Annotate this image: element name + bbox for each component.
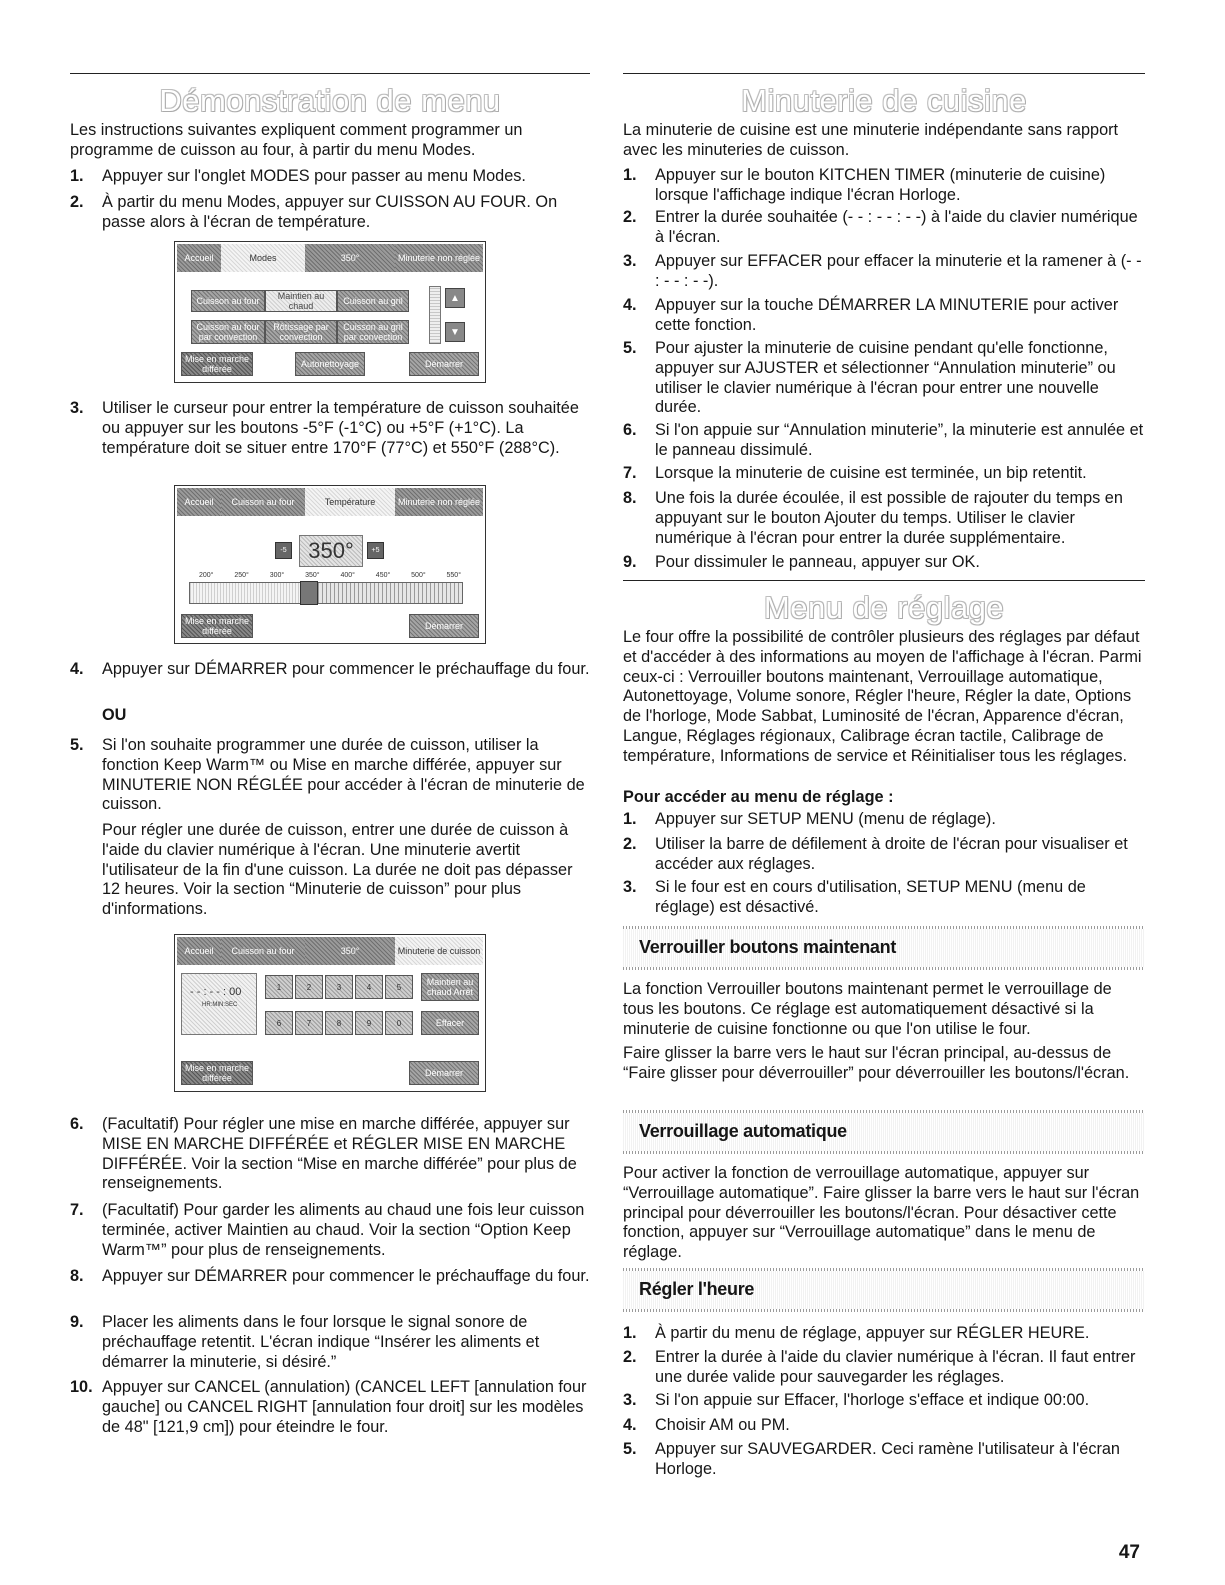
- list-text: (Facultatif) Pour garder les aliments au chaud une fois leur cuisson terminée, activer Maintien au chaud. Voir la section “Option Keep Warm™” pour plus de renseignements.: [102, 1201, 585, 1259]
- list-text: Utiliser le curseur pour entrer la température de cuisson souhaitée ou appuyer sur les boutons -5°F (-1°C) ou +5°F (+1°C). La température doit se situer entre 170°F (77°C) et 550°F (288°C).: [102, 399, 579, 457]
- paragraph: La fonction Verrouiller boutons maintenant permet le verrouillage de tous les boutons. Ce réglage est automatiquement désactivé si la minuterie de cuisine fonctionne ou que l'on utilise le four.: [623, 980, 1112, 1038]
- dotted-rule: [623, 967, 1145, 970]
- list-text: Appuyer sur DÉMARRER pour commencer le préchauffage du four.: [102, 1267, 590, 1285]
- list-number: 5.: [623, 1440, 637, 1458]
- keypad-key: 2: [295, 975, 323, 999]
- keypad-key: 1: [265, 975, 293, 999]
- list-text: Appuyer sur EFFACER pour effacer la minuterie et la ramener à (- - : - - : - -).: [655, 252, 1142, 290]
- list-text: Si l'on souhaite programmer une durée de cuisson, utiliser la fonction Keep Warm™ ou Mise en marche différée, appuyer sur MINUTERIE NON RÉGLÉE pour accéder à l'écran de minuterie de cuisson.: [102, 736, 585, 814]
- list-text: Appuyer sur l'onglet MODES pour passer au menu Modes.: [102, 167, 526, 185]
- scale-tick-label: 500°: [411, 572, 426, 579]
- subsection-title: Verrouiller boutons maintenant: [639, 937, 897, 957]
- list-text: Pour ajuster la minuterie de cuisine pendant qu'elle fonctionne, appuyer sur AJUSTER et sélectionner “Annulation minuterie” ou utiliser le clavier numérique à l'écran pour entrer une nouvelle durée.: [655, 339, 1116, 417]
- scale-tick-label: 350°: [305, 572, 320, 579]
- keypad-key: 4: [355, 975, 383, 999]
- section-rule: [70, 73, 590, 74]
- list-number: 1.: [623, 810, 637, 828]
- list-text: Placer les aliments dans le four lorsque le signal sonore de préchauffage retentit. L'écran indique “Insérer les aliments et démarrer la minuterie, si désiré.”: [102, 1313, 540, 1371]
- mode-button: Cuisson au gril par convection: [337, 320, 409, 344]
- list-text: Une fois la durée écoulée, il est possible de rajouter du temps en appuyant sur le bouton Ajouter du temps. Utiliser le clavier numérique à l'écran pour entrer la durée supplémentaire.: [655, 489, 1123, 547]
- list-number: 2.: [623, 1348, 637, 1366]
- keypad-key: 3: [325, 975, 353, 999]
- modes-screen-image: [174, 241, 486, 383]
- time-value: - - : - - : 00: [190, 986, 242, 998]
- tab-bake: Cuisson au four: [221, 937, 305, 965]
- scroll-down-icon: ▼: [445, 322, 465, 342]
- list-text: À partir du menu Modes, appuyer sur CUISSON AU FOUR. On passe alors à l'écran de température.: [102, 193, 558, 231]
- list-text: Si l'on appuie sur Effacer, l'horloge s'efface et indique 00:00.: [655, 1391, 1090, 1409]
- list-number: 2.: [623, 835, 637, 853]
- clear-button: Effacer: [421, 1011, 479, 1035]
- mode-button: Rôtissage par convection: [265, 320, 337, 344]
- scale-tick-label: 200°: [199, 572, 214, 579]
- dotted-rule: [623, 926, 1145, 929]
- scroll-up-icon: ▲: [445, 288, 465, 308]
- subsection-header: [623, 1268, 1145, 1312]
- list-number: 7.: [623, 464, 637, 482]
- dotted-rule: [623, 1309, 1145, 1312]
- keep-warm-button: Maintien au chaud Arrêt: [421, 973, 479, 1001]
- screen-tab-bar: [177, 488, 483, 516]
- dotted-rule: [623, 1151, 1145, 1154]
- keypad-key: 6: [265, 1011, 293, 1035]
- tab-timer: Minuterie non réglée: [395, 488, 483, 516]
- intro-paragraph: Le four offre la possibilité de contrôler plusieurs des réglages par défaut et d'accéder à des informations au moyen de l'affichage à l'écran. Parmi ceux-ci : Verrouiller boutons maintenant, Verrouillage automatique, Autonettoyage, Volume sonore, Régler l'heure, Régler la date, Options de l'horloge, Mode Sabbat, Luminosité de l'écran, Apparence d'écran, Langue, Réglages régionaux, Calibrage écran tactile, Calibrage de température, Informations de service et Réinitialiser tous les réglages.: [623, 628, 1142, 765]
- mode-button: Cuisson au four: [191, 290, 265, 312]
- section-title-setup-menu: Menu de réglage: [763, 590, 1005, 625]
- tab-modes: Modes: [221, 244, 305, 272]
- list-text: Si l'on appuie sur “Annulation minuterie”, la minuterie est annulée et le panneau dissimulé.: [655, 421, 1144, 459]
- paragraph: Pour régler une durée de cuisson, entrer une durée de cuisson à l'aide du clavier numérique à l'écran. Une minuterie avertit l'utilisateur de la fin d'une cuisson. La durée ne doit pas dépasser 12 heures. Voir la section “Minuterie de cuisson” pour plus d'informations.: [102, 821, 573, 919]
- list-number: 4.: [623, 296, 637, 314]
- tab-bake: Cuisson au four: [221, 488, 305, 516]
- scale-tick-label: 300°: [269, 572, 285, 579]
- delay-start-button: Mise en marche différée: [181, 352, 253, 376]
- delay-start-button: Mise en marche différée: [181, 614, 253, 638]
- start-button: Démarrer: [409, 1061, 479, 1085]
- list-text: Appuyer sur SETUP MENU (menu de réglage).: [655, 810, 996, 828]
- keypad-key: 5: [385, 975, 413, 999]
- cook-timer-screen-image: [174, 934, 486, 1092]
- list-text: Appuyer sur SAUVEGARDER. Ceci ramène l'utilisateur à l'écran Horloge.: [655, 1440, 1120, 1478]
- time-display: [181, 973, 257, 1035]
- keypad-key: 0: [385, 1011, 413, 1035]
- list-text: Utiliser la barre de défilement à droite de l'écran pour visualiser et accéder aux réglages.: [655, 835, 1128, 873]
- slider-thumb: [300, 581, 318, 605]
- list-text: Appuyer sur le bouton KITCHEN TIMER (minuterie de cuisine) lorsque l'affichage indique l'écran Horloge.: [655, 166, 1106, 204]
- list-number: 5.: [623, 339, 637, 357]
- subsection-title: Verrouillage automatique: [639, 1121, 847, 1141]
- list-number: 8.: [623, 489, 637, 507]
- scale-tick-label: 450°: [375, 572, 391, 579]
- list-number: 4.: [623, 1416, 637, 1434]
- delay-start-button: Mise en marche différée: [181, 1061, 253, 1085]
- section-title-demo: Démonstration de menu: [159, 83, 501, 118]
- list-text: Appuyer sur DÉMARRER pour commencer le préchauffage du four.: [102, 660, 590, 678]
- tab-accueil: Accueil: [177, 244, 221, 272]
- paragraph: Faire glisser la barre vers le haut sur l'écran principal, au-dessus de “Faire glisser pour déverrouiller” pour déverrouiller les boutons/l'écran.: [623, 1044, 1130, 1082]
- section-title-kitchen-timer: Minuterie de cuisine: [741, 83, 1027, 118]
- subsection-header: [623, 926, 1145, 970]
- list-text: Lorsque la minuterie de cuisine est terminée, un bip retentit.: [655, 464, 1087, 482]
- keypad-key: 8: [325, 1011, 353, 1035]
- list-number: 9.: [70, 1313, 84, 1331]
- section-rule: [623, 73, 1145, 74]
- screen-tab-bar: [177, 937, 483, 965]
- subsection-title: Régler l'heure: [639, 1279, 755, 1299]
- tab-timer: Minuterie de cuisson: [395, 937, 483, 965]
- keypad-key: 9: [355, 1011, 383, 1035]
- list-number: 6.: [623, 421, 637, 439]
- list-number: 3.: [623, 1391, 637, 1409]
- list-number: 3.: [70, 399, 84, 417]
- section-rule: [623, 580, 1145, 581]
- subsection-header: [623, 1110, 1145, 1154]
- temperature-slider: [189, 582, 463, 604]
- tab-timer: Minuterie non réglée: [395, 244, 483, 272]
- scale-tick-label: 400°: [340, 572, 355, 579]
- tab-temperature: Température: [305, 488, 395, 516]
- paragraph: Pour activer la fonction de verrouillage automatique, appuyer sur “Verrouillage automatique”. Faire glisser la barre vers le haut sur l'écran principal pour déverrouiller les boutons/l'écran. Pour désactiver cette fonction, appuyer sur “Verrouillage automatique” dans le menu de réglage.: [623, 1164, 1140, 1262]
- time-label: HR:MIN:SEC: [202, 1002, 238, 1008]
- list-text: Entrer la durée souhaitée (- - : - - : - -) à l'aide du clavier numérique à l'écran.: [655, 208, 1138, 246]
- list-number: 3.: [623, 878, 637, 896]
- temperature-display: 350°: [299, 535, 363, 567]
- temperature-screen-image: [174, 485, 486, 644]
- list-number: 1.: [70, 167, 84, 185]
- scale-tick-label: 250°: [234, 572, 249, 579]
- dotted-rule: [623, 1268, 1145, 1271]
- mode-button: Maintien au chaud: [265, 290, 337, 312]
- list-number: 8.: [70, 1267, 84, 1285]
- mode-button: Cuisson au four par convection: [191, 320, 265, 344]
- scrollbar-image: [429, 286, 441, 344]
- list-text: Appuyer sur CANCEL (annulation) (CANCEL LEFT [annulation four gauche] ou CANCEL RIGHT [annulation four droit] sur les modèles de 48" [121,9 cm]) pour éteindre le four.: [102, 1378, 587, 1436]
- list-number: 1.: [623, 1324, 637, 1342]
- list-text: Si le four est en cours d'utilisation, SETUP MENU (menu de réglage) est désactivé.: [655, 878, 1086, 916]
- mode-button: Cuisson au gril: [337, 290, 409, 312]
- list-number: 3.: [623, 252, 637, 270]
- list-number: 2.: [623, 208, 637, 226]
- start-button: Démarrer: [409, 614, 479, 638]
- list-text: Pour dissimuler le panneau, appuyer sur OK.: [655, 553, 980, 571]
- access-heading: Pour accéder au menu de réglage :: [623, 788, 894, 806]
- tab-accueil: Accueil: [177, 937, 221, 965]
- list-number: 6.: [70, 1115, 84, 1133]
- intro-paragraph: La minuterie de cuisine est une minuterie indépendante sans rapport avec les minuteries de cuisson.: [623, 121, 1119, 159]
- scale-tick-label: 550°: [446, 572, 461, 579]
- start-button: Démarrer: [409, 352, 479, 376]
- screen-tab-bar: [177, 244, 483, 272]
- intro-paragraph: Les instructions suivantes expliquent comment programmer un programme de cuisson au four, à partir du menu Modes.: [70, 121, 523, 159]
- self-clean-button: Autonettoyage: [295, 352, 365, 376]
- list-text: Choisir AM ou PM.: [655, 1416, 790, 1434]
- plus-five-button: +5: [367, 542, 384, 559]
- tab-accueil: Accueil: [177, 488, 221, 516]
- list-number: 4.: [70, 660, 84, 678]
- slider-fill: [190, 583, 300, 603]
- list-number: 10.: [70, 1378, 93, 1396]
- tab-temperature: 350°: [305, 937, 395, 965]
- list-text: Entrer la durée à l'aide du clavier numérique à l'écran. Il faut entrer une durée valide pour sauvegarder les réglages.: [655, 1348, 1136, 1386]
- list-number: 5.: [70, 736, 84, 754]
- list-number: 1.: [623, 166, 637, 184]
- tab-temperature: 350°: [305, 244, 395, 272]
- list-number: 9.: [623, 553, 637, 571]
- list-text: Appuyer sur la touche DÉMARRER LA MINUTERIE pour activer cette fonction.: [655, 296, 1119, 334]
- list-number: 7.: [70, 1201, 84, 1219]
- list-text: À partir du menu de réglage, appuyer sur RÉGLER HEURE.: [655, 1324, 1090, 1342]
- keypad-key: 7: [295, 1011, 323, 1035]
- list-number: 2.: [70, 193, 84, 211]
- page-number: 47: [1118, 1542, 1140, 1563]
- minus-five-button: -5: [275, 542, 292, 559]
- list-text: (Facultatif) Pour régler une mise en marche différée, appuyer sur MISE EN MARCHE DIFFÉRÉE et RÉGLER MISE EN MARCHE DIFFÉRÉE. Voir la section “Mise en marche différée” pour plus de renseignements.: [102, 1115, 577, 1193]
- dotted-rule: [623, 1110, 1145, 1113]
- or-label: OU: [102, 706, 127, 724]
- temperature-scale: [199, 572, 461, 579]
